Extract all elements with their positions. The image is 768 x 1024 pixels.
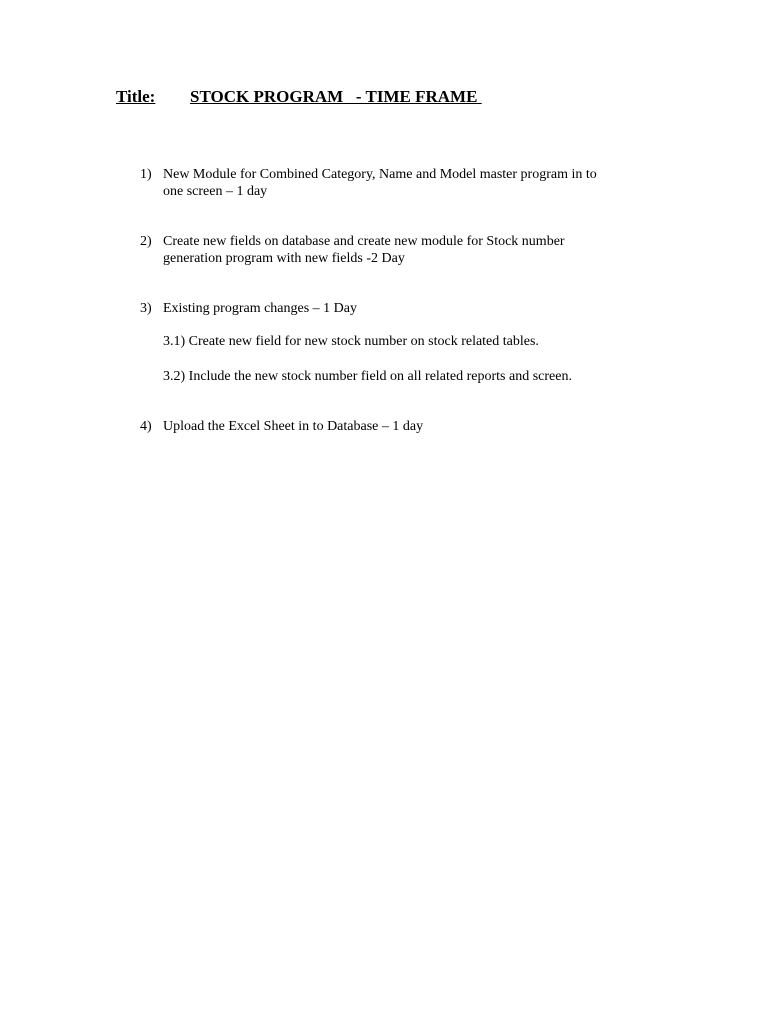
list-item-number: 4): [140, 419, 152, 434]
list-item-number: 3): [140, 301, 152, 316]
list-item-number: 2): [140, 234, 152, 249]
sub-item-3-1: 3.1) Create new field for new stock number on stock related tables.: [163, 334, 539, 349]
list-item-text: Create new fields on database and create new module for Stock number generation program with new fields -2 Day: [163, 234, 565, 266]
title-row: [116, 87, 482, 167]
list-item-text: New Module for Combined Category, Name and Model master program in to one screen – 1 day: [163, 167, 597, 199]
sub-item-3-2: 3.2) Include the new stock number field on all related reports and screen.: [163, 369, 572, 384]
title-label: Title:: [116, 87, 156, 106]
document-title: STOCK PROGRAM - TIME FRAME: [190, 87, 482, 106]
list-item-number: 1): [140, 167, 152, 182]
list-item-text: Existing program changes – 1 Day: [163, 301, 358, 316]
list-item-text: Upload the Excel Sheet in to Database – 1 day: [163, 419, 424, 434]
